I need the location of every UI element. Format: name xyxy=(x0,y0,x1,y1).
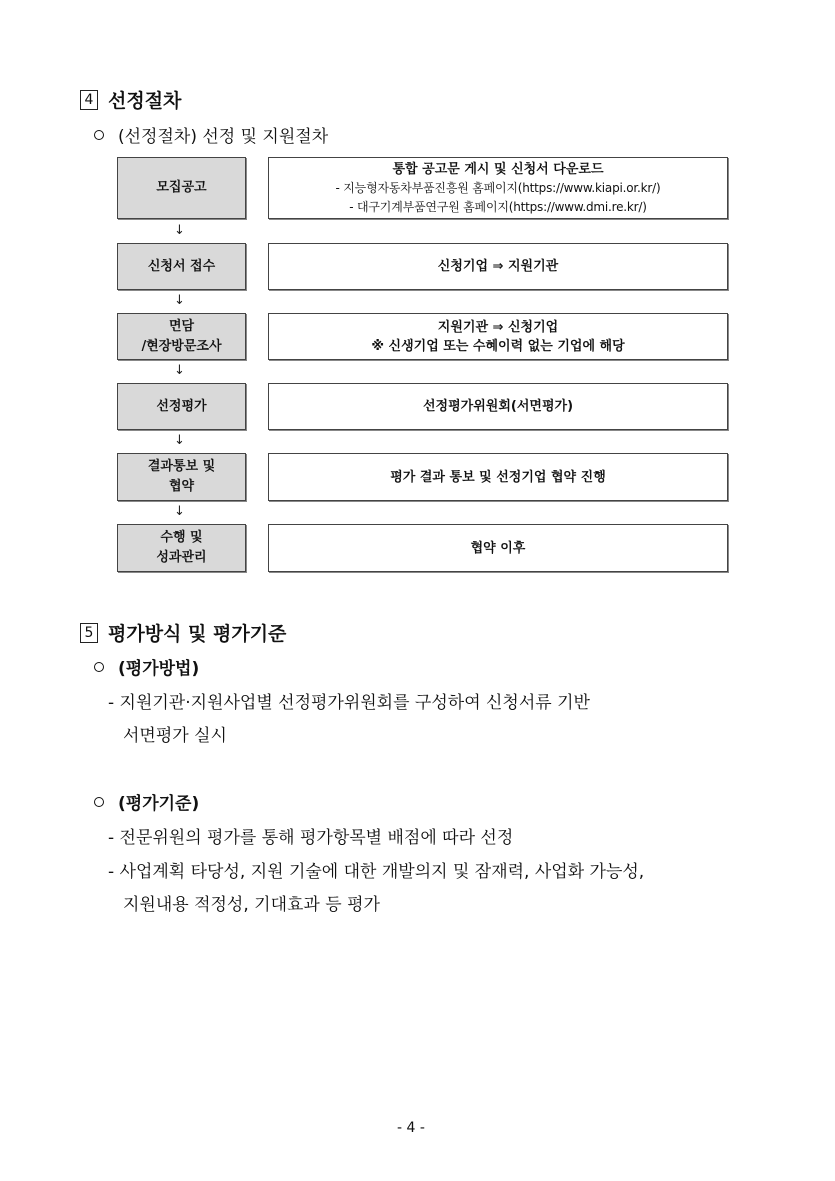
flow-step-subdetail: - 대구기계부품연구원 홈페이지(https://www.dmi.re.kr/) xyxy=(349,199,647,214)
flow-step-label: 협약 xyxy=(168,479,195,494)
flow-step-label: 수행 및 xyxy=(160,530,203,545)
flow-step-subdetail: - 지능형자동차부품진흥원 홈페이지(https://www.kiapi.or.kr/) xyxy=(335,180,661,195)
flow-step-label: 면담 xyxy=(168,318,195,334)
section-number-box: 5 xyxy=(80,623,98,643)
flow-step-detail: 통합 공고문 게시 및 신청서 다운로드 xyxy=(392,161,604,177)
detail-line: 서면평가 실시 xyxy=(123,726,227,746)
flow-step-box xyxy=(117,524,246,572)
flow-step-note: ※ 신생기업 또는 수혜이력 없는 기업에 해당 xyxy=(371,338,625,354)
section-title: 평가방식 및 평가기준 xyxy=(108,623,287,645)
flow-step-description xyxy=(268,243,728,290)
circle-bullet-icon xyxy=(94,662,104,672)
down-arrow-icon: ↓ xyxy=(174,363,185,378)
flow-step-detail: 협약 이후 xyxy=(470,540,526,556)
flow-step-detail: 평가 결과 통보 및 선정기업 협약 진행 xyxy=(390,469,606,485)
flow-step-label: 선정평가 xyxy=(156,398,207,414)
bullet-text: (선정절차) 선정 및 지원절차 xyxy=(118,127,329,147)
flow-step-label: /현장방문조사 xyxy=(141,338,222,354)
detail-line: - 사업계획 타당성, 지원 기술에 대한 개발의지 및 잠재력, 사업화 가능성, xyxy=(108,862,645,882)
flow-step-label: 모집공고 xyxy=(156,180,207,195)
detail-line: 지원내용 적정성, 기대효과 등 평가 xyxy=(123,895,380,915)
circle-bullet-icon xyxy=(94,797,104,807)
detail-line: - 전문위원의 평가를 통해 평가항목별 배점에 따라 선정 xyxy=(108,828,514,848)
detail-line: - 지원기관·지원사업별 선정평가위원회를 구성하여 신청서류 기반 xyxy=(108,693,590,713)
bullet-item xyxy=(94,122,328,147)
section-title: 선정절차 xyxy=(108,90,182,112)
down-arrow-icon: ↓ xyxy=(174,223,185,238)
flow-step-label: 성과관리 xyxy=(156,550,207,565)
section-4-heading xyxy=(80,86,181,113)
circle-bullet-icon xyxy=(94,130,104,140)
flow-step-box xyxy=(117,313,246,360)
down-arrow-icon: ↓ xyxy=(174,433,185,448)
flow-step-description xyxy=(268,157,728,219)
flow-step-box xyxy=(117,157,246,219)
flow-step-detail: 선정평가위원회(서면평가) xyxy=(422,399,574,414)
down-arrow-icon: ↓ xyxy=(174,504,185,519)
bullet-text: (평가방법) xyxy=(118,659,200,679)
flow-step-description xyxy=(268,453,728,501)
down-arrow-icon: ↓ xyxy=(174,293,185,308)
section-5-heading xyxy=(80,619,286,646)
section-number-box: 4 xyxy=(80,90,98,110)
page-number: - 4 - xyxy=(397,1120,425,1136)
flow-step-label: 신청서 접수 xyxy=(147,258,216,274)
flow-step-detail: 신청기업 ⇒ 지원기관 xyxy=(437,259,559,274)
flow-step-label: 결과통보 및 xyxy=(147,459,216,474)
flow-step-description xyxy=(268,313,728,360)
flow-step-box xyxy=(117,243,246,290)
flow-step-box xyxy=(117,383,246,430)
bullet-item xyxy=(94,654,199,679)
flow-step-box xyxy=(117,453,246,501)
flow-step-detail: 지원기관 ⇒ 신청기업 xyxy=(437,319,559,335)
bullet-text: (평가기준) xyxy=(118,794,200,814)
bullet-item xyxy=(94,789,199,814)
flow-step-description xyxy=(268,383,728,430)
flow-step-description xyxy=(268,524,728,572)
